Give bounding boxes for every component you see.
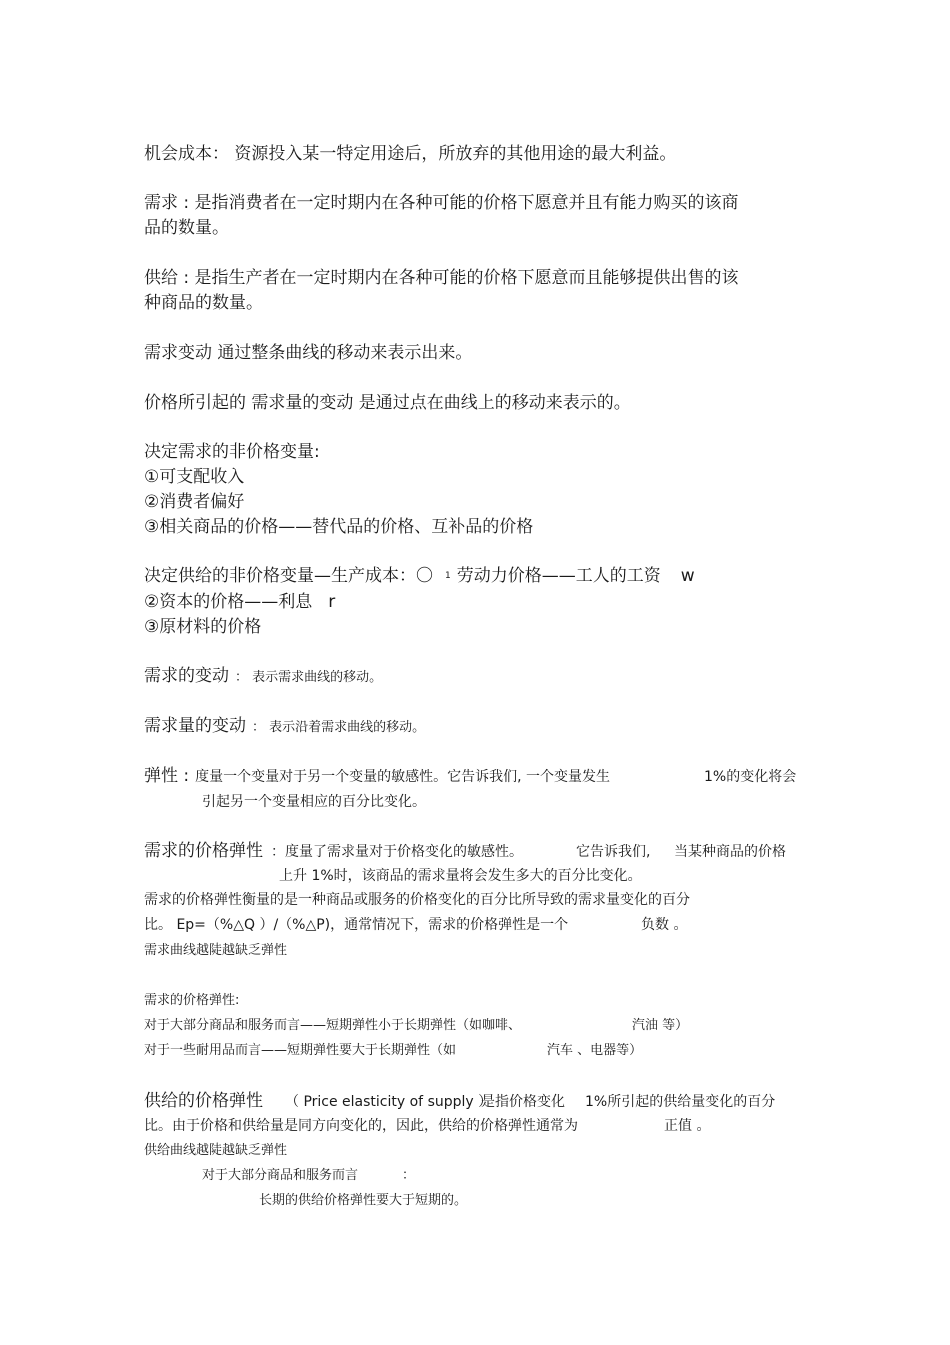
elasticity-definition-line-2: 引起另一个变量相应的百分比变化。 — [202, 794, 426, 810]
ped-definition-b: 它告诉我们, — [576, 844, 651, 860]
demand-nonprice-item-2: ②消费者偏好 — [144, 492, 245, 512]
ped-definition-line-2: 上升 1%时，该商品的需求量将会发生多大的百分比变化。 — [279, 868, 642, 884]
supply-nonprice-labor-price: 劳动力价格——工人的工资 — [456, 566, 661, 586]
ped-measure-line-2b: 负数 。 — [641, 917, 688, 933]
supply-nonprice-superscript: 1 — [445, 571, 451, 581]
supply-nonprice-item-2 — [144, 594, 335, 611]
demand-nonprice-title: 决定需求的非价格变量: — [144, 442, 320, 462]
ped-short-long-line-2a: 对于一些耐用品而言——短期弹性要大于长期弹性（如 — [144, 1043, 457, 1058]
ped-definition-a: ：度量了需求量对于价格变化的敏感性。 — [271, 844, 523, 860]
elasticity-term: 弹性 : — [144, 766, 190, 786]
demand-change-definition — [144, 668, 382, 685]
elasticity-definition-line-1 — [144, 768, 610, 785]
ped-short-long-line-2b: 汽车 、电器等） — [547, 1043, 643, 1058]
demand-nonprice-item-3: ③相关商品的价格——替代品的价格、互补品的价格 — [144, 517, 534, 537]
quantity-change-term: 需求量的变动 — [144, 716, 246, 736]
quantity-demanded-change-statement: 价格所引起的 需求量的变动 是通过点在曲线上的移动来表示的。 — [144, 393, 631, 413]
ped-term: 需求的价格弹性 — [144, 841, 263, 861]
ped-short-long-line-1a: 对于大部分商品和服务而言——短期弹性小于长期弹性（如咖啡、 — [144, 1018, 522, 1033]
ped-measure-line-1: 需求的价格弹性衡量的是一种商品或服务的价格变化的百分比所导致的需求量变化的百分 — [144, 892, 690, 908]
demand-shift-statement: 需求变动 通过整条曲线的移动来表示出来。 — [144, 343, 473, 363]
pes-english-name: （ Price elasticity of supply ） — [285, 1094, 493, 1110]
supply-nonprice-r-symbol: r — [328, 592, 336, 612]
quantity-change-definition — [144, 718, 425, 735]
supply-curve-steepness: 供给曲线越陡越缺乏弹性 — [144, 1143, 288, 1158]
supply-nonprice-w-symbol: w — [680, 566, 695, 586]
ped-definition-c: 当某种商品的价格 — [674, 844, 786, 860]
pes-long-run: 长期的供给价格弹性要大于短期的。 — [259, 1193, 468, 1208]
quantity-change-text: ： 表示沿着需求曲线的移动。 — [252, 720, 426, 735]
supply-definition-line-1: 供给 : 是指生产者在一定时期内在各种可能的价格下愿意而且能够提供出售的该 — [144, 268, 739, 288]
supply-nonprice-title-text: 决定供给的非价格变量—生产成本：〇 — [144, 566, 433, 586]
demand-curve-steepness: 需求曲线越陡越缺乏弹性 — [144, 943, 288, 958]
demand-change-text: ： 表示需求曲线的移动。 — [235, 670, 383, 685]
elasticity-definition-b: 1%的变化将会 — [704, 769, 797, 785]
demand-nonprice-item-1: ①可支配收入 — [144, 467, 245, 487]
demand-definition-line-2: 品的数量。 — [144, 218, 229, 238]
demand-change-term: 需求的变动 — [144, 666, 229, 686]
pes-term: 供给的价格弹性 — [144, 1091, 263, 1111]
supply-nonprice-item-3: ③原材料的价格 — [144, 617, 262, 637]
pes-line-2a: 比。由于价格和供给量是同方向变化的，因此，供给的价格弹性通常为 — [144, 1118, 578, 1134]
pes-most-goods-b: ： — [402, 1168, 416, 1183]
supply-definition-line-2: 种商品的数量。 — [144, 293, 263, 313]
ped-short-long-line-1b: 汽油 等） — [632, 1018, 689, 1033]
supply-nonprice-title — [144, 568, 695, 585]
ped-definition-line-1 — [144, 843, 523, 860]
supply-nonprice-capital-price: ②资本的价格——利息 — [144, 592, 313, 612]
ped-measure-line-2a: 比。 Ep=（%△Q ）/（%△P)，通常情况下，需求的价格弹性是一个 — [144, 917, 569, 933]
elasticity-definition-a: 度量一个变量对于另一个变量的敏感性。它告诉我们, 一个变量发生 — [195, 769, 611, 785]
pes-line-2b: 正值 。 — [664, 1118, 711, 1134]
pes-definition-a: 是指价格变化 — [481, 1094, 565, 1110]
ped-section-title: 需求的价格弹性: — [144, 993, 240, 1008]
demand-definition-line-1: 需求 : 是指消费者在一定时期内在各种可能的价格下愿意并且有能力购买的该商 — [144, 193, 739, 213]
pes-most-goods-a: 对于大部分商品和服务而言 — [202, 1168, 359, 1183]
opportunity-cost-definition: 机会成本： 资源投入某一特定用途后，所放弃的其他用途的最大利益。 — [144, 144, 677, 164]
pes-definition-b: 1%所引起的供给量变化的百分 — [585, 1094, 776, 1110]
